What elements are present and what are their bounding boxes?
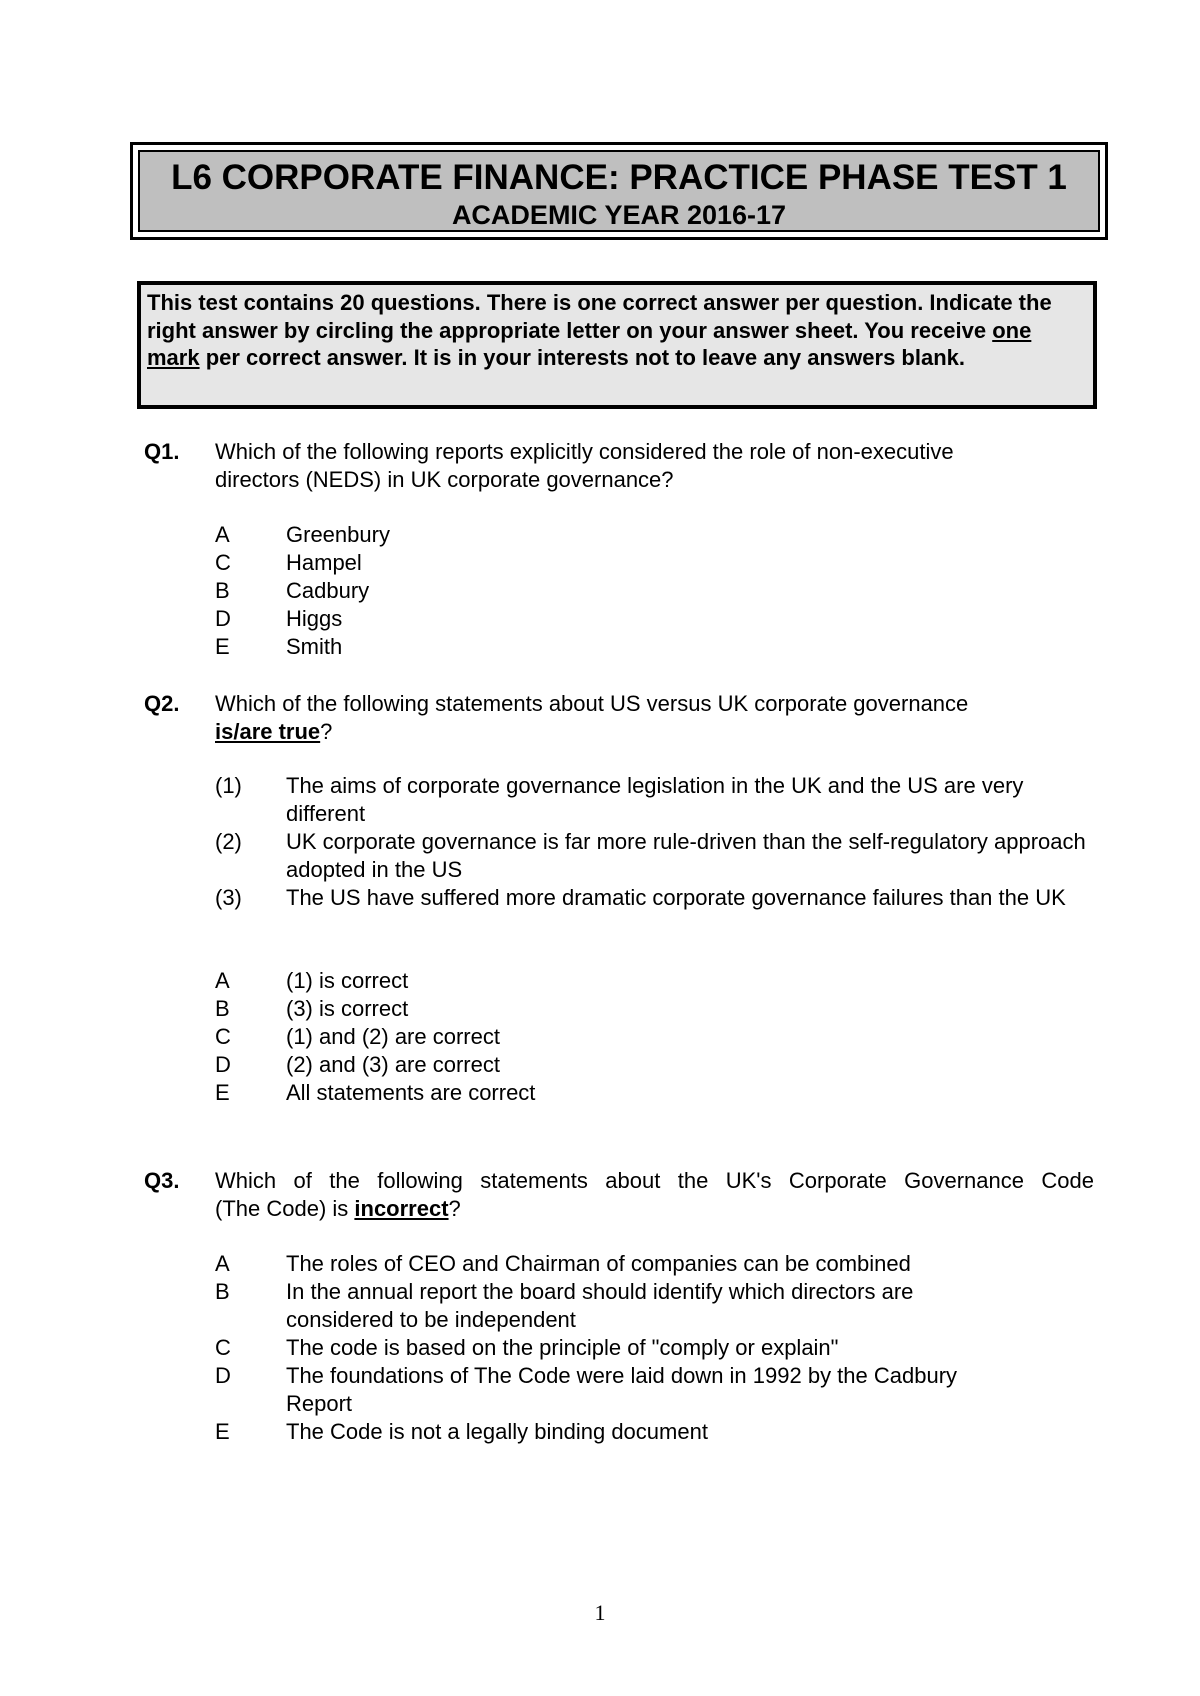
answer-option[interactable] xyxy=(215,1250,994,1278)
question-text-line2 xyxy=(215,1195,1094,1223)
option-letter: B xyxy=(215,578,230,603)
answer-option[interactable] xyxy=(215,549,1094,577)
question-text-main: Which of the following statements about US versus UK corporate governance xyxy=(215,691,969,716)
answer-option[interactable] xyxy=(215,1051,1094,1079)
answer-option[interactable] xyxy=(215,605,1094,633)
answer-options xyxy=(215,1250,994,1446)
option-letter: A xyxy=(215,1251,230,1276)
answer-option[interactable] xyxy=(215,1278,994,1334)
question-text xyxy=(215,690,1004,746)
option-letter: D xyxy=(215,606,231,631)
question-suffix: ? xyxy=(448,1196,461,1221)
option-letter: B xyxy=(215,996,230,1021)
option-text: (2) and (3) are correct xyxy=(286,1052,500,1077)
instructions-emphasis: one mark xyxy=(147,317,1032,370)
statement-text: UK corporate governance is far more rule-driven than the self-regulatory approach adopted in the US xyxy=(286,829,1086,882)
option-letter: A xyxy=(215,968,230,993)
answer-option[interactable] xyxy=(215,995,1094,1023)
option-text: Cadbury xyxy=(286,578,370,603)
option-text: Greenbury xyxy=(286,522,390,547)
statement-label: (1) xyxy=(215,773,242,798)
answer-options xyxy=(215,967,1094,1107)
page-number: 1 xyxy=(594,1600,606,1625)
statement-text: The aims of corporate governance legislation in the UK and the US are very different xyxy=(286,773,1024,826)
question-number: Q3. xyxy=(144,1168,180,1193)
statement-label: (2) xyxy=(215,829,242,854)
option-text: Higgs xyxy=(286,606,343,631)
option-letter: B xyxy=(215,1279,230,1304)
answer-option[interactable] xyxy=(215,1334,994,1362)
option-text: (3) is correct xyxy=(286,996,409,1021)
option-letter: C xyxy=(215,1024,231,1049)
option-letter: E xyxy=(215,1080,230,1105)
question-text-line1: Which of the following statements about the UK's Corporate Governance Code xyxy=(215,1168,1094,1193)
statement xyxy=(215,828,1094,884)
answer-options xyxy=(215,521,1094,661)
question-emphasis: incorrect xyxy=(354,1196,449,1221)
answer-option[interactable] xyxy=(215,1023,1094,1051)
answer-option[interactable] xyxy=(215,521,1094,549)
option-text: The roles of CEO and Chairman of companies can be combined xyxy=(286,1251,911,1276)
title-inner xyxy=(138,150,1100,232)
instructions-box xyxy=(137,281,1097,409)
instructions-text-1: This test contains 20 questions. There is one correct answer per question. Indicate the right answer by circling the appropriate letter on your answer sheet. You receive xyxy=(147,290,1052,343)
answer-option[interactable] xyxy=(215,577,1094,605)
option-text: (1) and (2) are correct xyxy=(286,1024,500,1049)
statement xyxy=(215,772,1094,828)
option-letter: D xyxy=(215,1363,231,1388)
question-number: Q2. xyxy=(144,691,180,716)
statements-list xyxy=(215,772,1094,912)
statement xyxy=(215,884,1094,912)
question-number: Q1. xyxy=(144,439,180,464)
page-title: L6 CORPORATE FINANCE: PRACTICE PHASE TEST 1 xyxy=(171,158,1067,197)
answer-option[interactable] xyxy=(215,967,1094,995)
statement-text: The US have suffered more dramatic corporate governance failures than the UK xyxy=(286,885,1066,910)
question-text-prefix: (The Code) is xyxy=(215,1196,355,1221)
option-letter: C xyxy=(215,550,231,575)
question-emphasis: is/are true xyxy=(215,719,321,744)
title-box xyxy=(130,142,1108,240)
option-text: The Code is not a legally binding document xyxy=(286,1419,708,1444)
option-letter: C xyxy=(215,1335,231,1360)
option-text: In the annual report the board should identify which directors are considered to be independent xyxy=(286,1279,914,1332)
option-text: Hampel xyxy=(286,550,362,575)
option-text: Smith xyxy=(286,634,343,659)
statement-label: (3) xyxy=(215,885,242,910)
question-text: Which of the following reports explicitly considered the role of non-executive directors (NEDS) in UK corporate governance? xyxy=(215,439,954,492)
option-text: All statements are correct xyxy=(286,1080,536,1105)
answer-option[interactable] xyxy=(215,1079,1094,1107)
option-text: (1) is correct xyxy=(286,968,409,993)
option-letter: A xyxy=(215,522,230,547)
option-text: The foundations of The Code were laid down in 1992 by the Cadbury Report xyxy=(286,1363,958,1416)
answer-option[interactable] xyxy=(215,633,1094,661)
answer-option[interactable] xyxy=(215,1362,994,1418)
option-letter: E xyxy=(215,1419,230,1444)
option-text: The code is based on the principle of "comply or explain" xyxy=(286,1335,839,1360)
instructions-text-2: per correct answer. It is in your interests not to leave any answers blank. xyxy=(199,345,965,370)
answer-option[interactable] xyxy=(215,1418,994,1446)
question-text xyxy=(215,1167,1094,1223)
option-letter: E xyxy=(215,634,230,659)
option-letter: D xyxy=(215,1052,231,1077)
page-subtitle: ACADEMIC YEAR 2016-17 xyxy=(451,200,787,230)
question-suffix: ? xyxy=(320,719,333,744)
